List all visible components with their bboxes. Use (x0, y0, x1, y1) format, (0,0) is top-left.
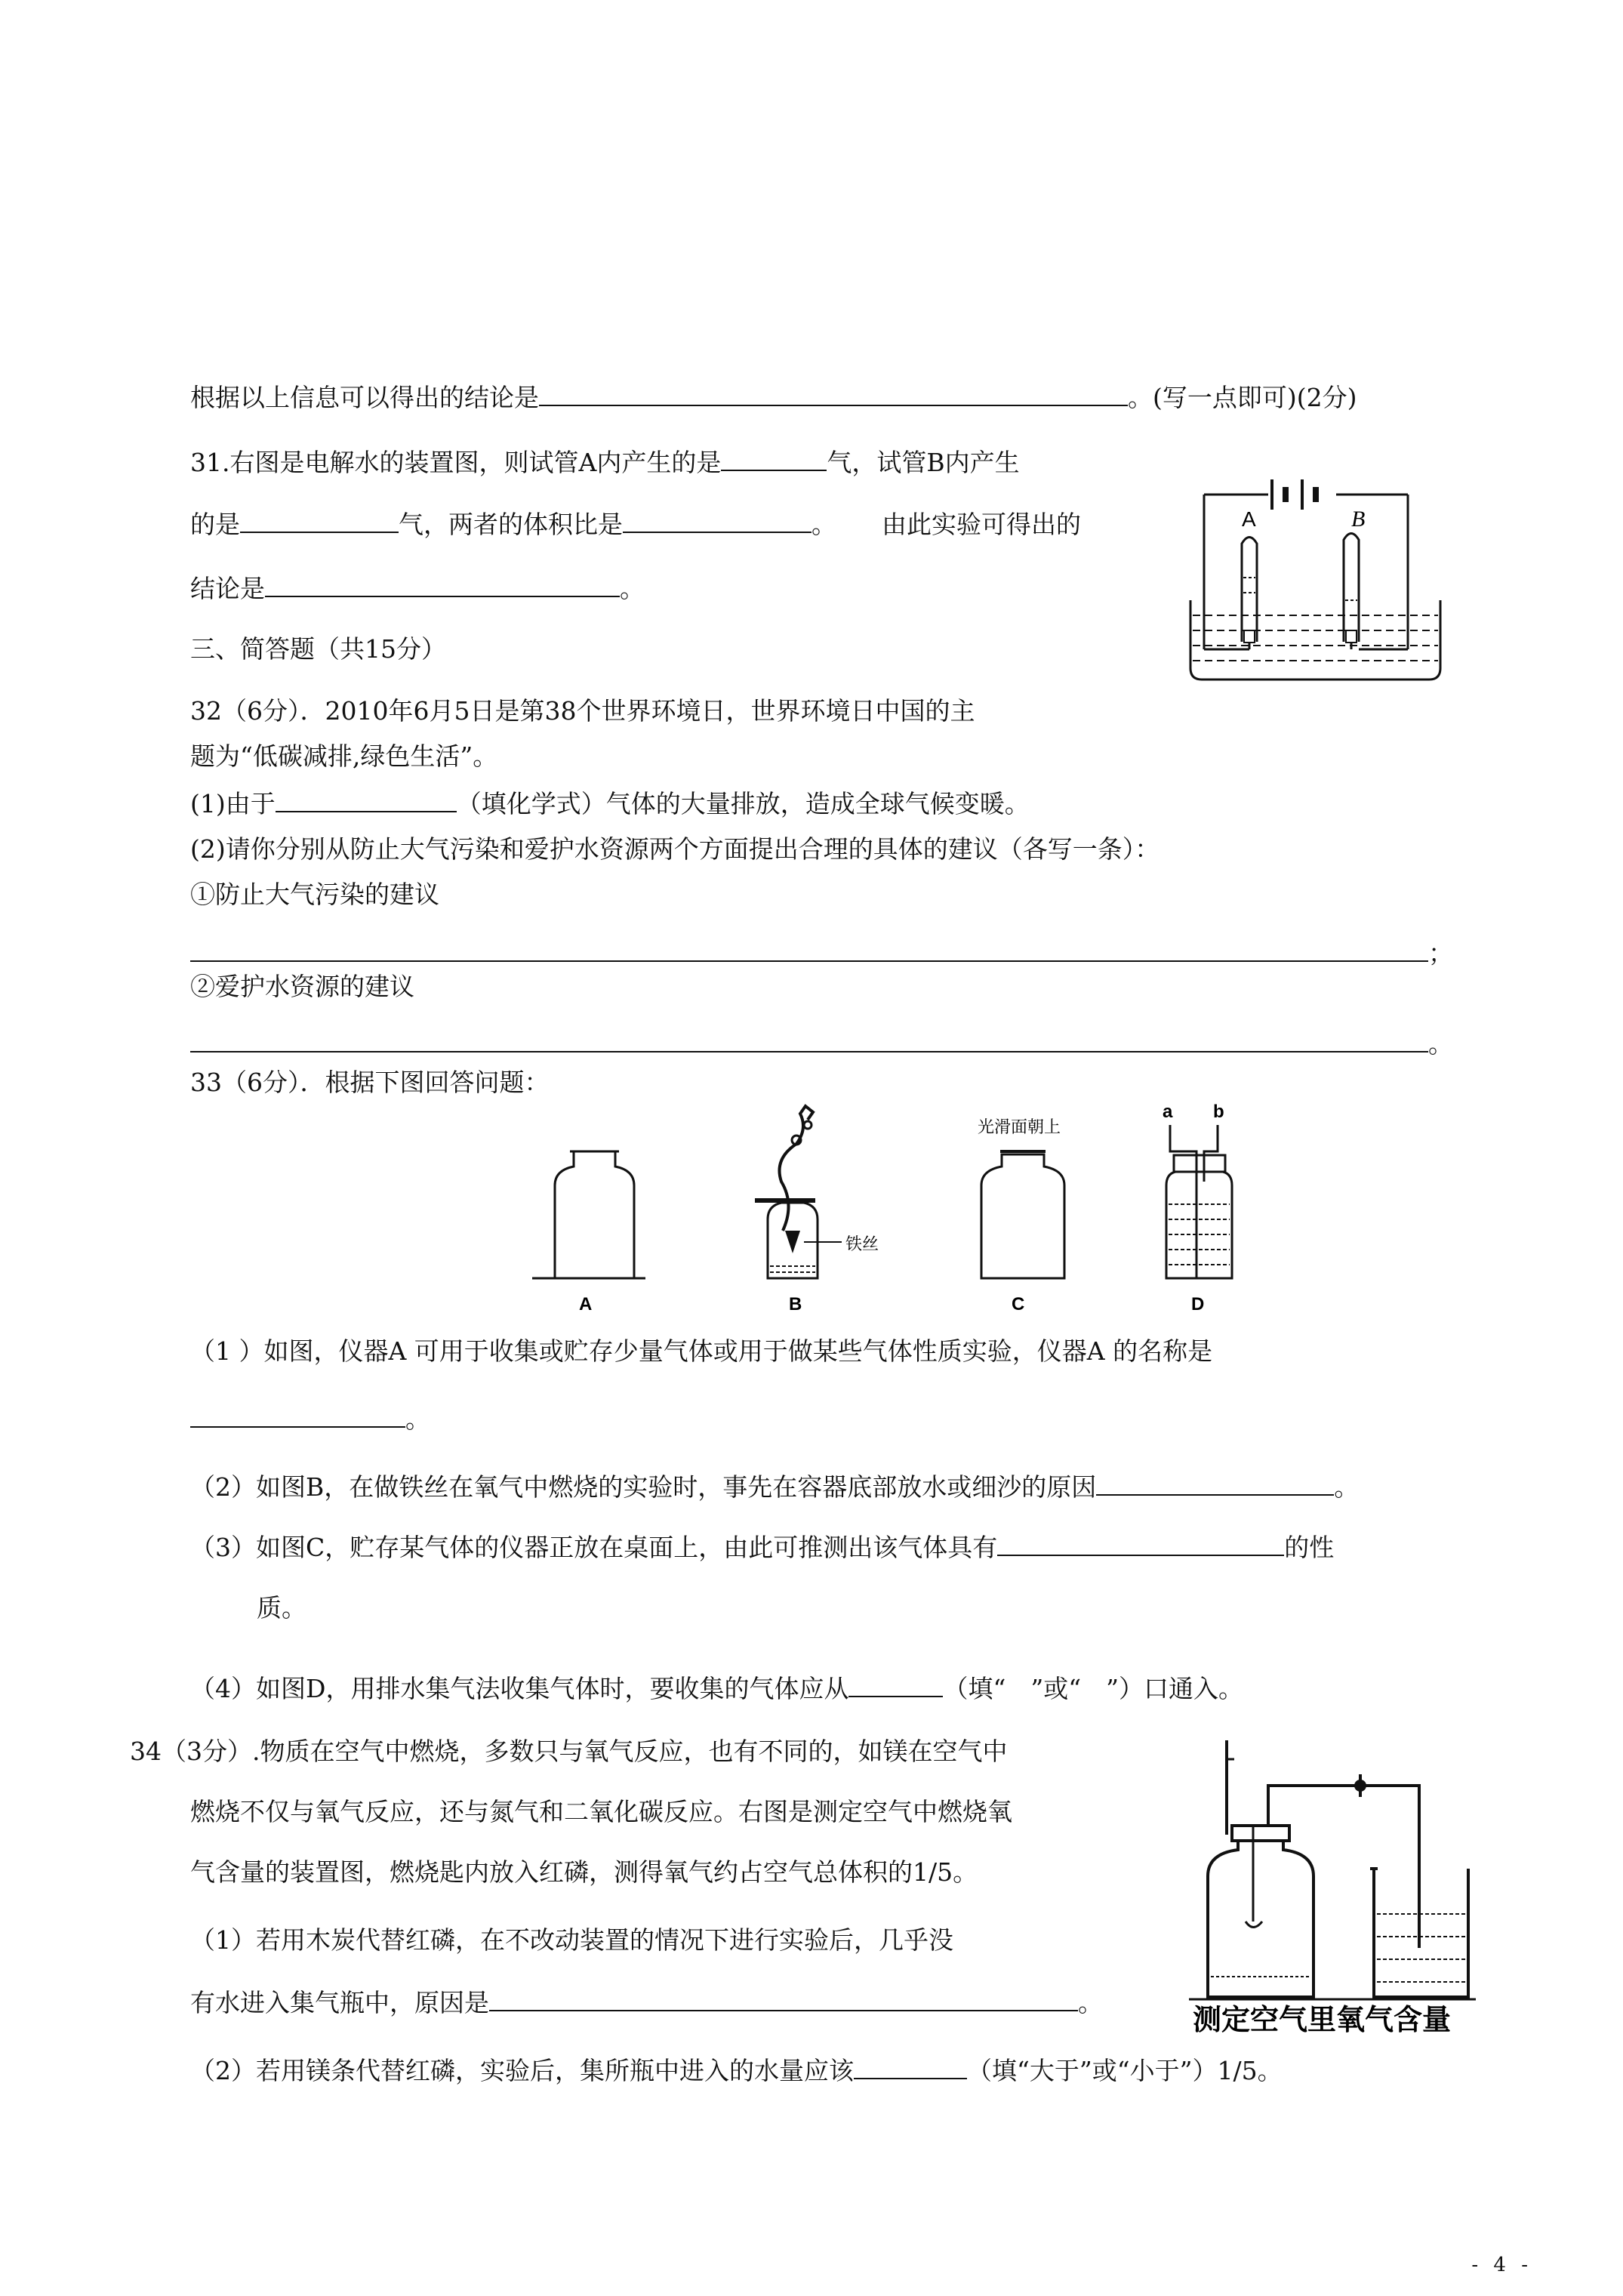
figure-caption: 测定空气里氧气含量 (1193, 2003, 1452, 2036)
section-title: 三、简答题（共15分） (190, 634, 446, 664)
fig-label-d: D (1191, 1294, 1205, 1314)
q32-sub2: (2)请你分别从防止大气污染和爱护水资源两个方面提出合理的具体的建议（各写一条）： (190, 834, 1160, 864)
q34-line3: 气含量的装置图，燃烧匙内放入红磷，测得氧气约占空气总体积的1/5。 (190, 1857, 978, 1887)
answer-blank[interactable] (1096, 1469, 1334, 1496)
q34-s2-a: （2）若用镁条代替红磷，实验后，集所瓶中进入的水量应该 (190, 2056, 854, 2085)
iron-wire-label: 铁丝 (845, 1235, 879, 1254)
answer-blank[interactable] (265, 570, 620, 597)
answer-blank[interactable] (848, 1670, 943, 1697)
conclusion-prefix: 根据以上信息可以得出的结论是 (190, 383, 539, 412)
fig-label-a: A (579, 1294, 593, 1314)
tube-a-label: A (1242, 507, 1256, 531)
q34-line2: 燃烧不仅与氧气反应，还与氮气和二氧化碳反应。右图是测定空气中燃烧氧 (190, 1797, 1012, 1826)
port-b-label: b (1213, 1102, 1224, 1122)
answer-line[interactable] (190, 1025, 1428, 1052)
q31-line1-b: 气，试管B内产生 (827, 448, 1020, 477)
oxygen-content-apparatus-figure (1185, 1737, 1480, 2039)
q33-s1-b: 。 (405, 1404, 430, 1434)
q34-s2-b: （填“大于”或“小于”）1/5。 (967, 2056, 1283, 2085)
answer-blank[interactable] (854, 2052, 967, 2079)
q32-item2-end: 。 (1428, 1029, 1453, 1059)
q32-line1: 32（6分）．2010年6月5日是第38个世界环境日，世界环境日中国的主 (190, 696, 975, 726)
q34-s1-b: 有水进入集气瓶中，原因是 (190, 1988, 489, 2017)
answer-blank[interactable] (276, 785, 457, 812)
answer-blank[interactable] (997, 1529, 1284, 1556)
q34-line1: 34（3分）.物质在空气中燃烧，多数只与氧气反应，也有不同的，如镁在空气中 (130, 1737, 1008, 1766)
q33-s3-b: 的性 (1284, 1533, 1335, 1562)
answer-blank[interactable] (539, 379, 1128, 406)
fig-label-c: C (1012, 1294, 1025, 1314)
answer-blank[interactable] (240, 506, 399, 533)
answer-line[interactable] (190, 935, 1428, 962)
q33-s3-a: （3）如图C，贮存某气体的仪器正放在桌面上，由此可推测出该气体具有 (190, 1533, 998, 1562)
q33-s1-a: （1 ）如图，仪器A 可用于收集或贮存少量气体或用于做某些气体性质实验，仪器A 的名称是 (190, 1336, 1213, 1366)
page-number: - 4 - (1471, 2254, 1532, 2276)
answer-blank[interactable] (623, 506, 812, 533)
q33-title: 33（6分）．根据下图回答问题： (190, 1068, 550, 1097)
q31-line3-b: 。 (620, 574, 645, 603)
answer-blank[interactable] (190, 1401, 405, 1428)
q32-sub1-b: （填化学式）气体的大量排放，造成全球气候变暖。 (456, 789, 1030, 818)
q31-line1-a: 31.右图是电解水的装置图，则试管A内产生的是 (190, 448, 722, 477)
q33-s2-a: （2）如图B，在做铁丝在氧气中燃烧的实验时，事先在容器底部放水或细沙的原因 (190, 1472, 1097, 1502)
q31-line2-a: 的是 (190, 510, 240, 539)
q32-sub1-a: (1)由于 (190, 789, 276, 818)
q32-item2: ②爱护水资源的建议 (190, 972, 414, 1001)
electrolysis-apparatus-figure (1189, 464, 1446, 691)
q34-s1-a: （1）若用木炭代替红磷，在不改动装置的情况下进行实验后，几乎没 (190, 1925, 953, 1955)
tube-b-label: B (1351, 507, 1366, 532)
q33-s4-a: （4）如图D，用排水集气法收集气体时，要收集的气体应从 (190, 1674, 849, 1703)
q31-line2-b: 气，两者的体积比是 (399, 510, 623, 539)
port-a-label: a (1163, 1102, 1173, 1122)
smooth-side-label: 光滑面朝上 (978, 1118, 1061, 1137)
q32-line2: 题为“低碳减排,绿色生活”。 (190, 741, 498, 771)
conclusion-suffix: 。(写一点即可)(2分) (1128, 383, 1357, 412)
q31-line2-c: 。 (812, 510, 836, 539)
q34-s1-c: 。 (1078, 1988, 1103, 2017)
answer-blank[interactable] (489, 1984, 1078, 2011)
q32-item1-end: ； (1428, 938, 1453, 968)
q31-line2-d: 由此实验可得出的 (882, 510, 1081, 539)
q33-s4-b: （填“ ”或“ ”）口通入。 (943, 1674, 1243, 1703)
q31-line3-a: 结论是 (190, 574, 265, 603)
fig-label-b: B (789, 1294, 802, 1314)
gas-bottles-figure (525, 1099, 1249, 1325)
q33-s2-b: 。 (1334, 1472, 1360, 1502)
q33-s3-c: 质。 (257, 1593, 306, 1623)
q32-item1: ①防止大气污染的建议 (190, 880, 439, 909)
answer-blank[interactable] (721, 444, 827, 471)
